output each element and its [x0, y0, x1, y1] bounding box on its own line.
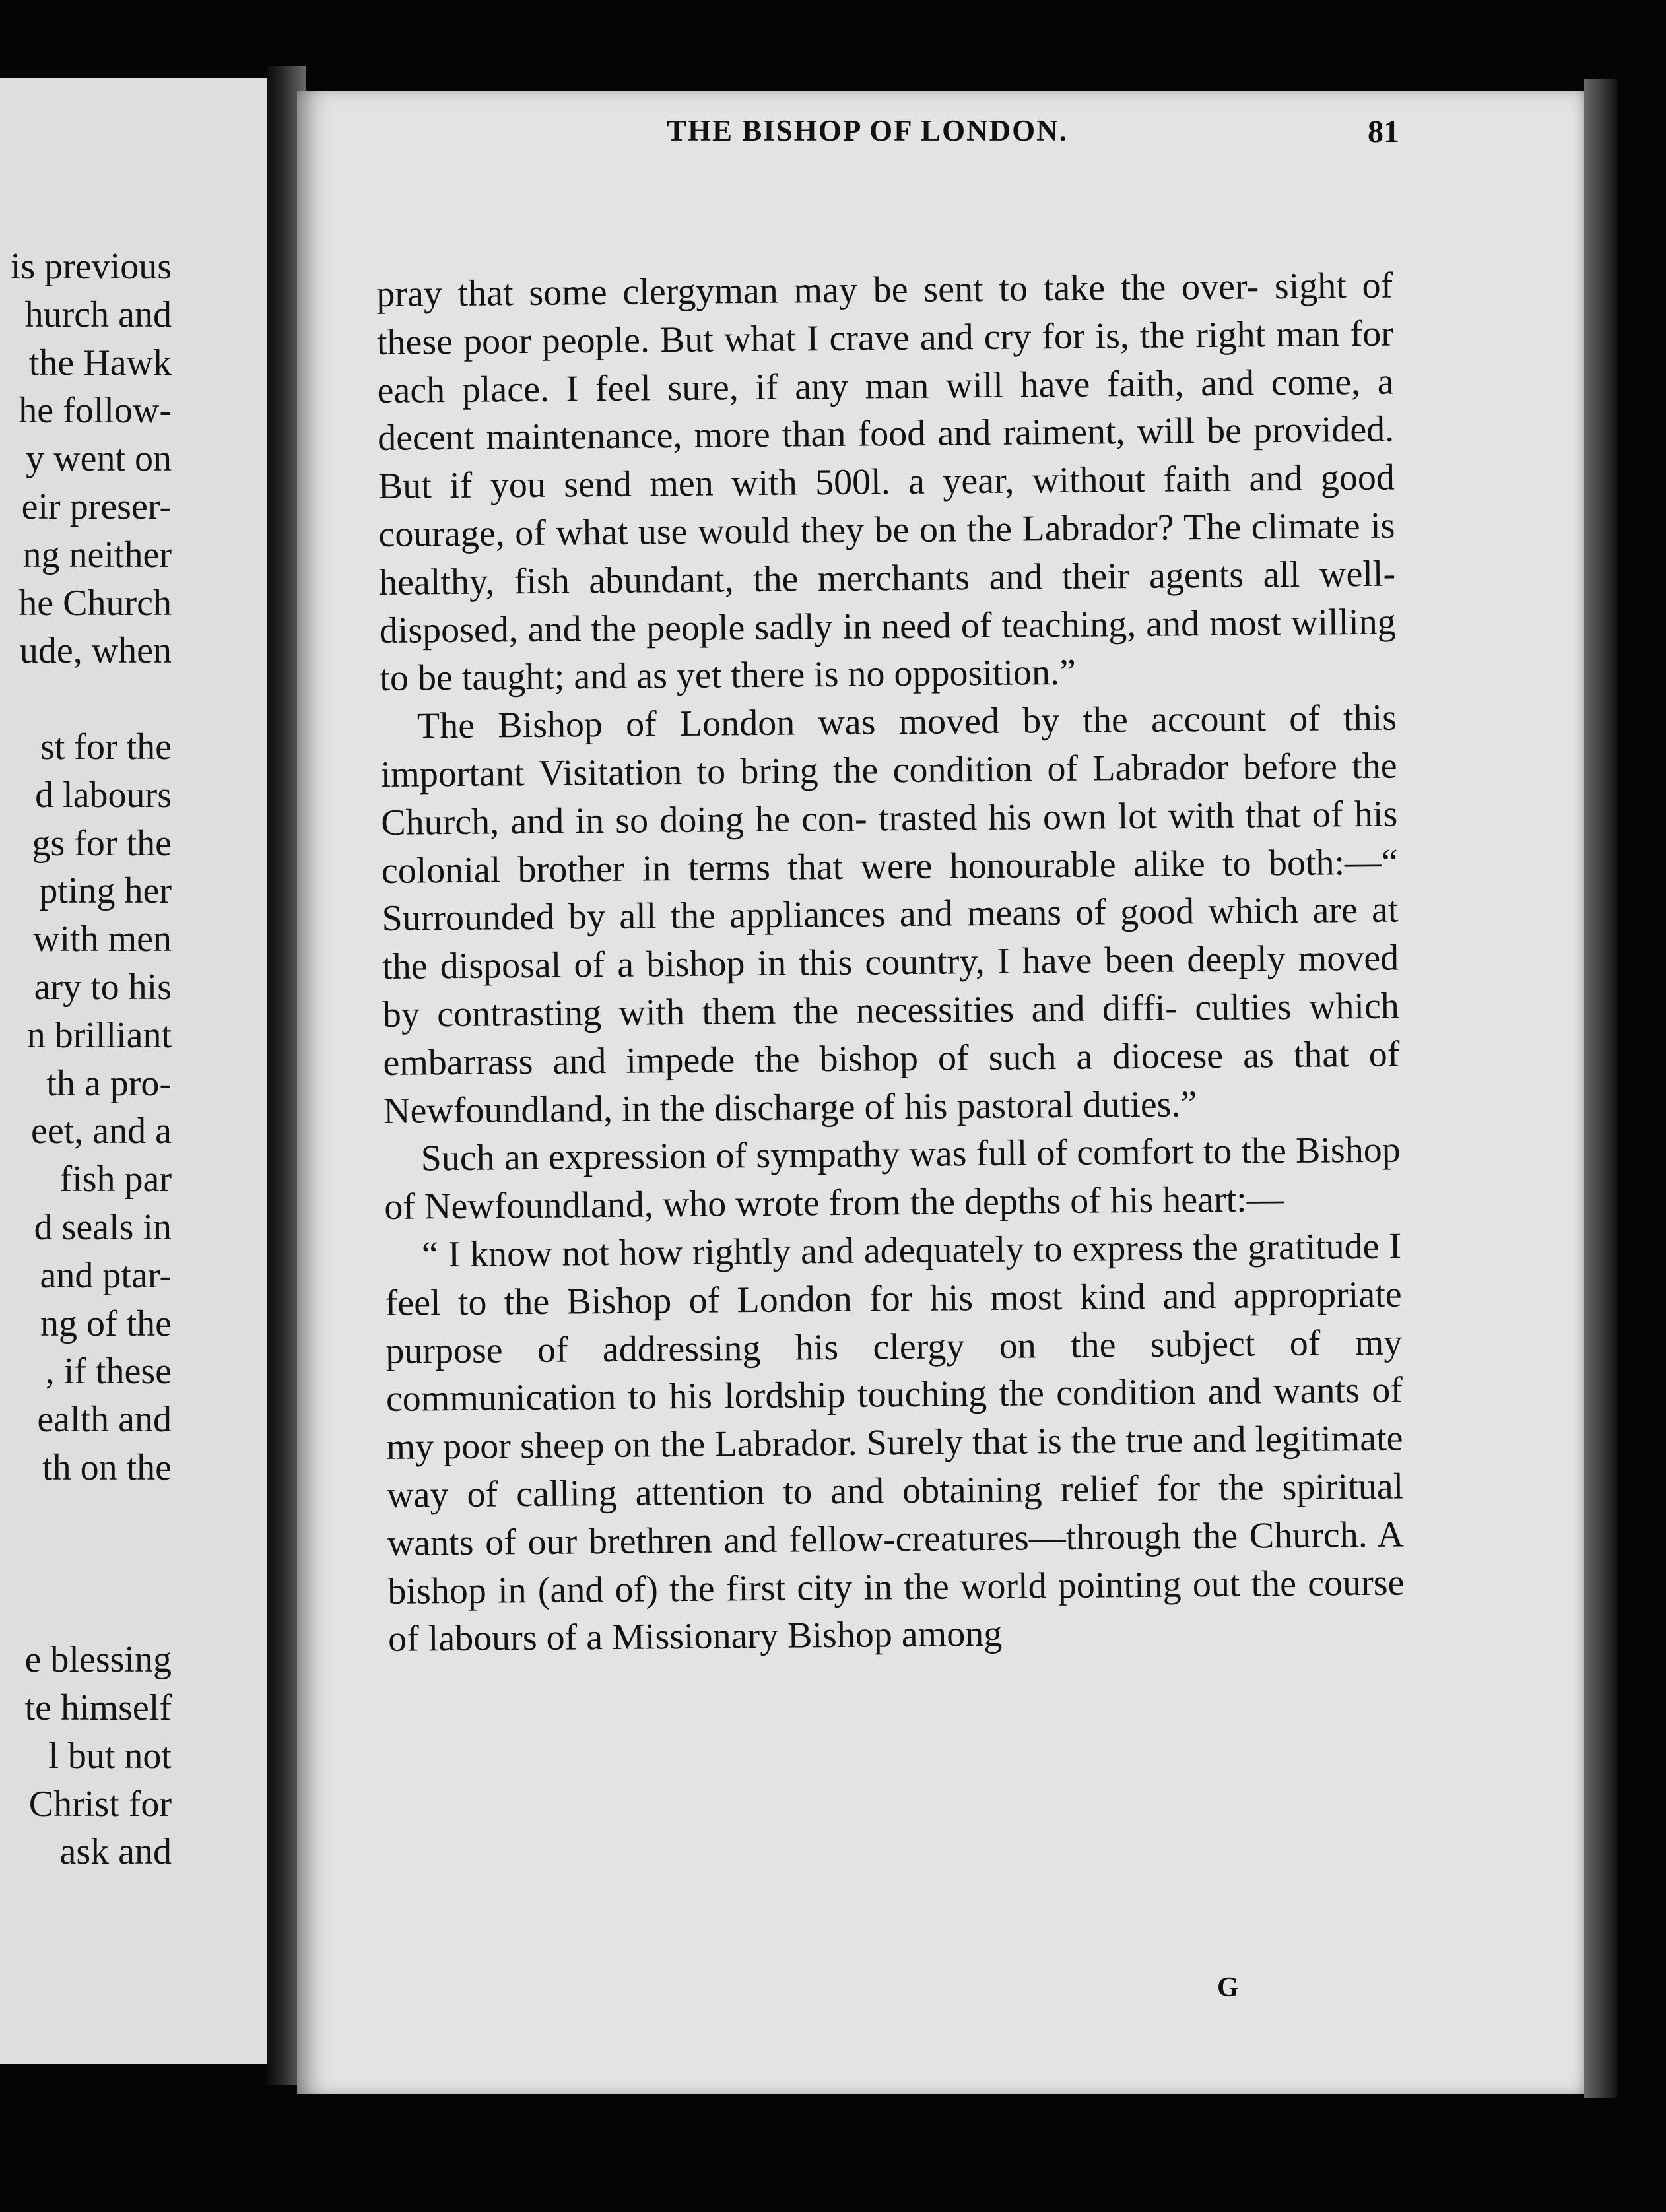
facing-page-line: l but not: [48, 1735, 172, 1776]
facing-page-line: te himself: [24, 1687, 172, 1728]
facing-page-line: eir preser-: [21, 486, 172, 527]
signature-mark: G: [1217, 1972, 1239, 2003]
facing-page-line: e blessing: [24, 1639, 172, 1681]
facing-page-line: [11, 675, 172, 723]
running-title: THE BISHOP OF LONDON.: [667, 114, 1068, 147]
body-text: [376, 262, 1405, 1664]
facing-page-line: n brilliant: [26, 1014, 172, 1056]
facing-page-line: , if these: [45, 1351, 172, 1392]
facing-page-line: Christ for: [28, 1783, 172, 1825]
facing-page-fragment: [0, 78, 275, 2064]
facing-page-line: with men: [33, 919, 172, 960]
facing-page-line: ask and: [59, 1831, 172, 1873]
facing-page-line: pting her: [39, 870, 172, 912]
facing-page-line: gs for the: [32, 822, 172, 864]
facing-page-lines: [11, 243, 172, 1876]
facing-page-line: d labours: [35, 774, 172, 816]
facing-page-line: ng neither: [22, 534, 172, 575]
facing-page-line: hurch and: [24, 294, 172, 335]
facing-page-line: he follow-: [18, 390, 172, 432]
paragraph-letter-quote: “ I know not how rightly and adequately to express the gratitude I feel to the Bishop of London for his most kind and appropriate purpose of addressing his clergy on the subject of my communication to his lordship touching the condition and wants of my poor sheep on the Labrador. Surely that is the true and legitimate way of calling attention to and obtaining relief for the spiritual wants of our brethren and fellow-creatures—through the Church. A bishop in (and of) the first city in the world pointing out the course of labours of a Missionary Bishop among: [385, 1225, 1405, 1660]
facing-page-line: is previous: [10, 246, 172, 287]
facing-page-line: and ptar-: [40, 1254, 172, 1296]
paragraph-quote-continuation: pray that some clergyman may be sent to take the over- sight of these poor people. But what I crave and cry for is, the right man for each place. I feel sure, if any man will have faith, and come, a decent maintenance, more than food and raiment, will be provided. But if you send men with 500l. a year, without faith and good courage, of what use would they be on the Labrador? The climate is healthy, fish abundant, the merchants and their agents all well-disposed, and the people sadly in need of teaching, and most willing to be taught; and as yet there is no opposition.”: [376, 265, 1396, 699]
facing-page-line: he Church: [18, 582, 172, 624]
facing-page-line: ary to his: [34, 966, 172, 1008]
running-head: [370, 114, 1399, 160]
paragraph-bishop-of-london: The Bishop of London was moved by the account of this important Visitation to bring the condition of Labrador before the Church, and in so doing he con- trasted his own lot with that of his colonial brother in terms that were honourable alike to both:—“ Surrounded by all the appliances and means of good which are at the disposal of a bishop in this country, I have been deeply moved by contrasting with them the necessities and diffi- culties which embarrass and impede the bishop of such a diocese as that of Newfoundland, in the discharge of his pastoral duties.”: [380, 697, 1400, 1132]
facing-page-line: [11, 1492, 172, 1540]
facing-page-line: d seals in: [34, 1206, 172, 1248]
facing-page-line: st for the: [40, 726, 172, 767]
facing-page-line: the Hawk: [28, 342, 172, 383]
facing-page-line: [11, 1540, 172, 1588]
facing-page-line: th a pro-: [46, 1062, 172, 1104]
page-number: 81: [1368, 114, 1399, 149]
facing-page-line: [11, 1588, 172, 1636]
facing-page-line: eet, and a: [31, 1111, 172, 1152]
facing-page-line: ude, when: [19, 630, 172, 672]
facing-page-line: th on the: [42, 1447, 172, 1488]
facing-page-line: ng of the: [40, 1303, 172, 1344]
facing-page-line: y went on: [26, 438, 172, 480]
facing-page-line: ealth and: [37, 1399, 172, 1441]
facing-page-line: fish par: [59, 1159, 172, 1200]
paragraph-expression-of-sympathy: Such an expression of sympathy was full of comfort to the Bishop of Newfoundland, who wrote from the depths of his heart:—: [384, 1129, 1401, 1228]
page-edge-shadow: [1584, 79, 1617, 2098]
